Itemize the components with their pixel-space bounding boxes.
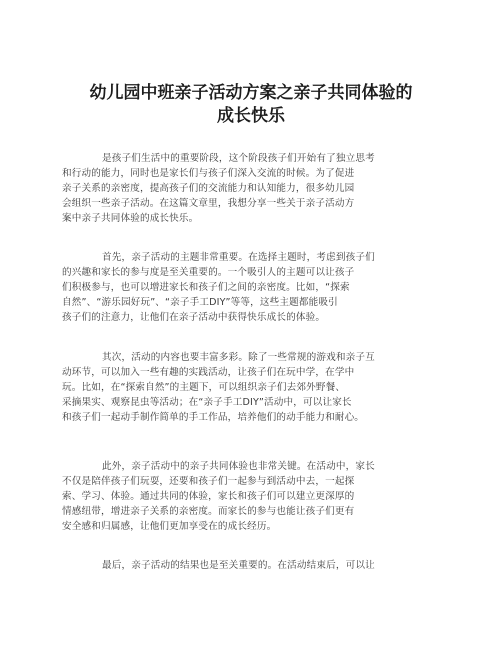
paragraph-line: 索、学习、体验。通过共同的体验，家长和孩子们可以建立更深厚的 bbox=[62, 491, 355, 502]
paragraph-line: 亲子关系的亲密度，提高孩子们的交流能力和认知能力，很多幼儿园 bbox=[62, 183, 355, 194]
paragraph-line: 动环节，可以加入一些有趣的实践活动，让孩子们在玩中学，在学中 bbox=[62, 367, 355, 378]
paragraph-line: 们积极参与，也可以增进家长和孩子们之间的亲密度。比如，“探索 bbox=[62, 282, 350, 293]
paragraph-2 bbox=[62, 250, 448, 325]
document-title bbox=[0, 82, 502, 128]
paragraph-line: 安全感和归属感，让他们更加享受在的成长经历。 bbox=[62, 521, 277, 532]
paragraph-line: 会组织一些亲子活动。在这篇文章里，我想分享一些关于亲子活动方 bbox=[62, 198, 355, 209]
paragraph-line: 和孩子们一起动手制作简单的手工作品，培养他们的动手能力和耐心。 bbox=[62, 412, 365, 423]
paragraph-line: 的兴趣和家长的参与度是至关重要的。一个吸引人的主题可以让孩子 bbox=[62, 267, 355, 278]
paragraph-4 bbox=[62, 459, 448, 534]
paragraph-3 bbox=[62, 350, 448, 425]
title-line-2: 成长快乐 bbox=[217, 106, 285, 126]
paragraph-line: 是孩子们生活中的重要阶段，这个阶段孩子们开始有了独立思考 bbox=[102, 153, 375, 164]
paragraph-line: 孩子们的注意力，让他们在亲子活动中获得快乐成长的体验。 bbox=[62, 312, 326, 323]
paragraph-line: 玩。比如，在“探索自然”的主题下，可以组织亲子们去郊外野餐、 bbox=[62, 382, 346, 393]
paragraph-line: 不仅是陪伴孩子们玩耍，还要和孩子们一起参与到活动中去，一起探 bbox=[62, 476, 355, 487]
paragraph-line: 案中亲子共同体验的成长快乐。 bbox=[62, 213, 199, 224]
paragraph-1 bbox=[62, 151, 448, 226]
paragraph-5 bbox=[62, 558, 448, 573]
paragraph-line: 自然”、“游乐园好玩”、“亲子手工DIY”等等，这些主题都能吸引 bbox=[62, 297, 338, 308]
paragraph-line: 首先，亲子活动的主题非常重要。在选择主题时，考虑到孩子们 bbox=[102, 252, 375, 263]
paragraph-line: 和行动的能力，同时也是家长们与孩子们深入交流的时候。为了促进 bbox=[62, 168, 355, 179]
paragraph-line: 采摘果实、观察昆虫等活动；在“亲子手工DIY”活动中，可以让家长 bbox=[62, 397, 352, 408]
paragraph-line: 最后，亲子活动的结果也是至关重要的。在活动结束后，可以让 bbox=[102, 560, 375, 571]
paragraph-line: 此外，亲子活动中的亲子共同体验也非常关键。在活动中，家长 bbox=[102, 461, 375, 472]
paragraph-line: 情感纽带，增进亲子关系的亲密度。而家长的参与也能让孩子们更有 bbox=[62, 506, 355, 517]
title-line-1: 幼儿园中班亲子活动方案之亲子共同体验的 bbox=[89, 83, 413, 103]
paragraph-line: 其次，活动的内容也要丰富多彩。除了一些常规的游戏和亲子互 bbox=[102, 352, 375, 363]
